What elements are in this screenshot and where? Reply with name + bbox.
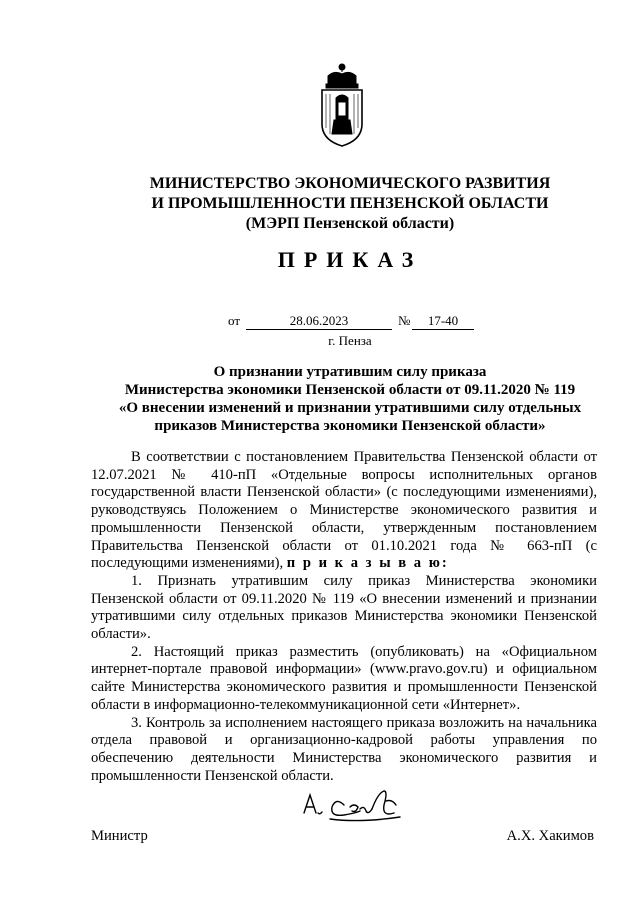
order-item-3: 3. Контроль за исполнением настоящего приказа возложить на начальника отдела правовой и организационно-кадровой работы управления по обеспечению деятельности Министерства экономического развития и промышленности Пензенской области. [91,714,597,784]
order-number: 17-40 [412,313,474,330]
number-label: № [398,313,411,328]
ministry-header [0,174,640,234]
order-subject [0,363,640,435]
ministry-name-line1: МИНИСТЕРСТВО ЭКОНОМИЧЕСКОГО РАЗВИТИЯ [149,175,551,192]
order-item-1: 1. Признать утратившим силу приказ Министерства экономики Пензенской области от 09.11.2020 № 119 «О внесении изменений и признании утратившими силу отдельных приказов Министерства экономики Пензенской области». [91,572,597,643]
handwritten-signature-icon [300,783,420,833]
ministry-name-line2: И ПРОМЫШЛЕННОСТИ ПЕНЗЕНСКОЙ ОБЛАСТИ [151,195,549,212]
subject-line4: приказов Министерства экономики Пензенской области» [154,418,546,434]
signer-name: А.Х. Хакимов [506,828,594,844]
subject-line2: Министерства экономики Пензенской области от 09.11.2020 № 119 [124,382,576,398]
decree-word: п р и к а з ы в а ю: [286,555,449,572]
signer-role: Министр [91,828,148,844]
preamble-paragraph [91,449,597,573]
order-date: 28.06.2023 [246,313,392,330]
preamble-text: В соответствии с постановлением Правительства Пензенской области от 12.07.2021 № 410-пП «Отдельные вопросы исполнительных органов государственной власти Пензенской области» (с последующими изменениями), руководствуясь Положением о Министерстве экономического развития и промышленности Пензенской области, утвержденным постановлением Правительства Пензенской области от 01.10.2021 года № 663-пП (с последующими изменениями), [91,449,597,572]
city: г. Пенза [328,333,372,348]
coat-of-arms-icon [314,62,370,148]
order-item-2: 2. Настоящий приказ разместить (опубликовать) на «Официальном интернет-портале правовой информации» (www.pravo.gov.ru) и официальном сайте Министерства экономического развития и промышленности Пензенской области в информационно-телекоммуникационной сети «Интернет». [91,643,597,713]
order-body [91,449,597,785]
subject-line3: «О внесении изменений и признании утратившими силу отдельных [118,400,582,416]
date-label: от [228,313,241,328]
ministry-short-name: (МЭРП Пензенской области) [245,215,455,232]
subject-line1: О признании утратившим силу приказа [213,364,487,380]
document-type-title: ПРИКАЗ [277,247,423,272]
